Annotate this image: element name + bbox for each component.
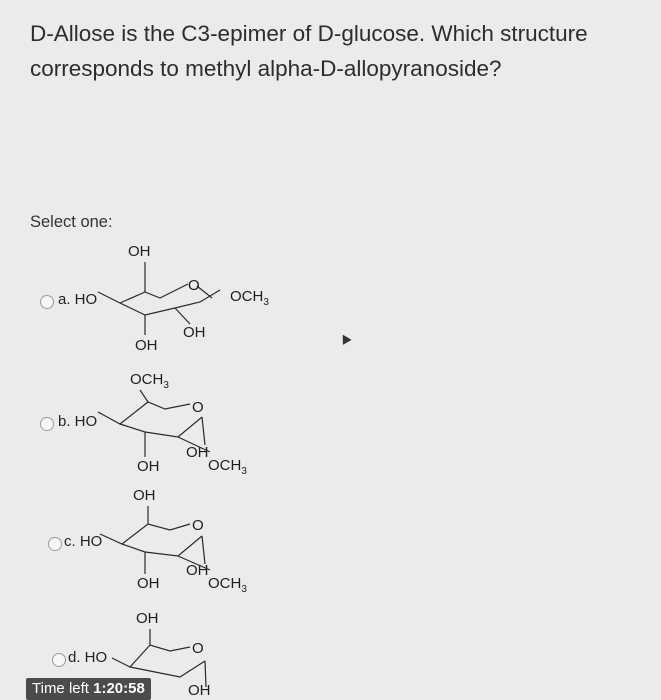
option-c-structure [0, 482, 300, 600]
option-b-label: b. HO [58, 413, 98, 430]
option-a-bottom-mid: OH [183, 324, 206, 341]
option-d-label: d. HO [68, 649, 108, 666]
option-a-right-group: $OCH_3$ [230, 288, 269, 308]
option-c-top-group: OH [133, 487, 156, 504]
select-one-label: Select one: [30, 213, 113, 231]
option-c-ring-oxygen: O [192, 517, 204, 534]
option-c[interactable] [0, 482, 661, 600]
option-c-bottom-mid: OH [186, 562, 209, 579]
option-c-bottom-left: OH [137, 575, 160, 592]
option-b[interactable] [0, 362, 661, 480]
option-c-label: c. HO [64, 533, 103, 550]
option-b-bottom-mid: OH [186, 444, 209, 461]
option-b-bottom-left: OH [137, 458, 160, 475]
option-a-bottom-left: OH [135, 337, 158, 354]
question-text: D-Allose is the C3-epimer of D-glucose. Which structure corresponds to methyl alpha-D-allopyranoside? [30, 21, 588, 81]
option-a-top-group: OH [128, 243, 151, 260]
option-a-structure [0, 240, 300, 360]
option-a-ring-oxygen: O [188, 277, 200, 294]
option-b-structure [0, 362, 300, 480]
option-d-top-group: OH [136, 610, 159, 627]
option-a[interactable] [0, 240, 661, 360]
time-left-badge [26, 678, 151, 700]
option-c-bottom-right: $OCH_3$ [208, 575, 247, 595]
option-d-bottom-mid: OH [188, 682, 211, 699]
timer-value: 1:20:58 [93, 680, 145, 697]
option-b-top-group: $OCH_3$ [130, 371, 169, 391]
option-b-ring-oxygen: O [192, 399, 204, 416]
option-b-bottom-right: $OCH_3$ [208, 457, 247, 477]
option-d-ring-oxygen: O [192, 640, 204, 657]
option-a-label: a. HO [58, 291, 98, 308]
timer-prefix: Time left [32, 680, 94, 697]
